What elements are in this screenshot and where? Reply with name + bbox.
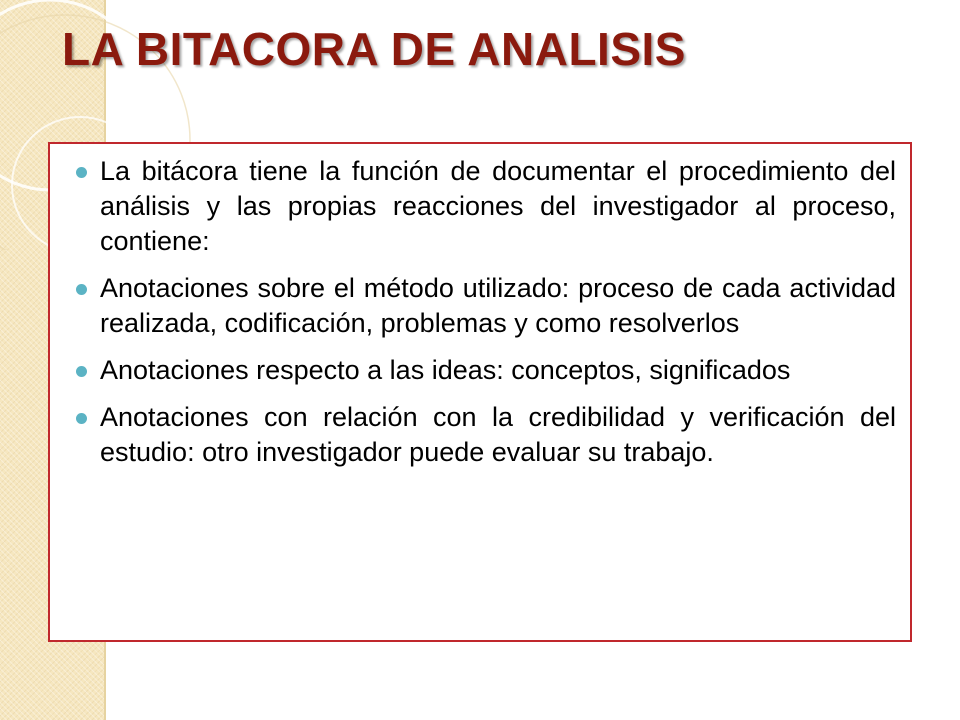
content-box (48, 142, 912, 642)
bullet-item (76, 353, 896, 388)
bullet-text: La bitácora tiene la función de documentar el procedimiento del análisis y las propias reacciones del investigador al proceso, contiene: (100, 156, 896, 256)
bullet-item (76, 400, 896, 470)
bullet-item (76, 271, 896, 341)
bullet-dot-icon (76, 413, 87, 424)
bullet-dot-icon (76, 284, 87, 295)
bullet-list (76, 154, 896, 470)
bullet-item (76, 154, 896, 259)
bullet-dot-icon (76, 167, 87, 178)
bullet-dot-icon (76, 366, 87, 377)
bullet-text: Anotaciones respecto a las ideas: conceptos, significados (100, 355, 791, 385)
slide-title: LA BITACORA DE ANALISIS (62, 23, 686, 75)
bullet-text: Anotaciones con relación con la credibilidad y verificación del estudio: otro investigador puede evaluar su trabajo. (100, 402, 896, 467)
bullet-text: Anotaciones sobre el método utilizado: proceso de cada actividad realizada, codificación, problemas y como resolverlos (100, 273, 896, 338)
